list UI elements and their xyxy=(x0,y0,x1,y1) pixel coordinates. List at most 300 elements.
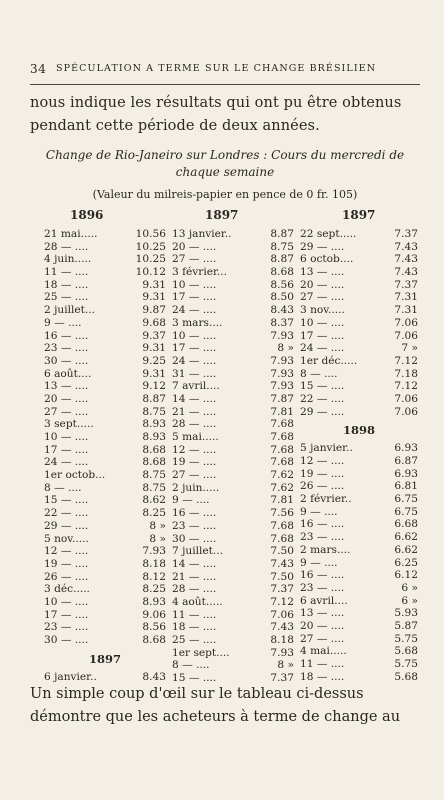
row-value: 7.43 xyxy=(270,621,294,634)
row-value: 8.75 xyxy=(270,240,294,253)
row-value: 7.50 xyxy=(270,545,294,558)
row-value: 7.87 xyxy=(270,392,294,405)
row-value: 7.12 xyxy=(394,354,418,367)
row-value: 9.25 xyxy=(142,354,166,367)
row-value: 8.25 xyxy=(142,583,166,596)
row-value: 7.43 xyxy=(394,253,418,266)
row-value: 8 » xyxy=(277,659,294,672)
table-row xyxy=(172,482,294,495)
row-date: 26 — .... xyxy=(300,480,345,493)
row-date: 12 — .... xyxy=(300,455,345,467)
row-date: 23 — .... xyxy=(44,621,89,634)
table-row xyxy=(44,558,166,571)
row-date: 10 — .... xyxy=(44,595,89,608)
table-row xyxy=(300,330,418,343)
table-row xyxy=(300,544,418,557)
row-value: 7.12 xyxy=(394,380,418,393)
row-value: 8.43 xyxy=(142,670,166,683)
row-date: 2 juillet... xyxy=(44,304,96,317)
table-row xyxy=(300,468,418,481)
row-date: 2 février.. xyxy=(300,493,352,506)
row-value: 8.93 xyxy=(142,418,166,431)
row-value: 6.87 xyxy=(394,455,418,467)
table-row xyxy=(172,558,294,571)
row-value: 7.43 xyxy=(394,240,418,253)
row-date: 14 — .... xyxy=(172,557,217,570)
row-date: 19 — .... xyxy=(44,557,89,570)
row-value: 6.93 xyxy=(394,467,418,480)
row-value: 6.25 xyxy=(394,556,418,569)
row-value: 8.68 xyxy=(142,634,166,646)
table-row xyxy=(172,456,294,469)
table-row xyxy=(44,621,166,634)
table-row xyxy=(300,493,418,506)
row-value: 8.43 xyxy=(270,304,294,317)
table-row xyxy=(44,330,166,343)
row-date: 9 — .... xyxy=(300,505,338,518)
table-column-1 xyxy=(44,228,166,683)
table-row xyxy=(300,506,418,519)
table-row xyxy=(172,659,294,672)
table-row xyxy=(44,596,166,609)
table-row xyxy=(300,607,418,620)
row-date: 5 janvier.. xyxy=(300,442,353,455)
row-date: 28 — .... xyxy=(44,240,89,253)
row-value: 8 » xyxy=(277,342,294,355)
table-row xyxy=(300,368,418,381)
row-date: 6 janvier.. xyxy=(44,670,97,683)
header-rule xyxy=(30,84,420,85)
row-value: 10.56 xyxy=(135,228,166,240)
row-date: 2 mars.... xyxy=(300,543,351,556)
row-date: 22 sept..... xyxy=(300,228,357,240)
row-date: 1er octob... xyxy=(44,469,106,482)
table-row xyxy=(300,531,418,544)
row-value: 7.50 xyxy=(270,570,294,583)
row-date: 11 — .... xyxy=(44,266,89,279)
table-row xyxy=(44,406,166,419)
table-row xyxy=(44,469,166,482)
row-value: 6 » xyxy=(401,581,418,594)
row-date: 6 août.... xyxy=(44,367,92,380)
row-date: 31 — .... xyxy=(172,367,217,380)
table-row xyxy=(44,456,166,469)
table-title: Change de Rio-Janeiro sur Londres : Cours du mercredi de chaque semaine xyxy=(45,148,405,179)
row-value: 7.37 xyxy=(270,583,294,596)
row-date: 16 — .... xyxy=(300,569,345,582)
table-row xyxy=(172,304,294,317)
row-value: 5.93 xyxy=(394,607,418,620)
row-value: 7.37 xyxy=(394,228,418,240)
row-date: 27 — .... xyxy=(300,291,345,304)
table-row xyxy=(44,583,166,596)
table-row xyxy=(44,431,166,444)
row-value: 8.62 xyxy=(142,494,166,507)
row-value: 8.75 xyxy=(142,405,166,418)
row-value: 8 » xyxy=(149,532,166,545)
table-row xyxy=(172,368,294,381)
row-date: 20 — .... xyxy=(300,278,345,291)
row-date: 9 — .... xyxy=(44,316,82,329)
row-date: 12 — .... xyxy=(44,545,89,558)
table-column-3 xyxy=(300,228,418,683)
row-value: 9.06 xyxy=(142,608,166,621)
table-row xyxy=(300,658,418,671)
table-row xyxy=(300,228,418,241)
column-3-year: 1897 xyxy=(342,208,376,222)
table-row xyxy=(172,431,294,444)
row-value: 8.18 xyxy=(270,634,294,646)
row-date: 18 — .... xyxy=(300,670,345,683)
table-row xyxy=(172,330,294,343)
row-value: 5.68 xyxy=(394,670,418,683)
row-value: 8.56 xyxy=(142,621,166,634)
row-value: 7.68 xyxy=(270,443,294,456)
table-row xyxy=(44,304,166,317)
table-row xyxy=(300,355,418,368)
row-date: 4 juin..... xyxy=(44,253,92,266)
row-date: 21 — .... xyxy=(172,570,217,583)
row-date: 29 — .... xyxy=(300,240,345,253)
row-value: 5.68 xyxy=(394,645,418,658)
row-value: 7.68 xyxy=(270,418,294,431)
row-date: 29 — .... xyxy=(44,519,89,532)
row-value: 6.62 xyxy=(394,543,418,556)
row-date: 20 — .... xyxy=(44,392,89,405)
row-value: 9.31 xyxy=(142,278,166,291)
table-row xyxy=(44,609,166,622)
row-value: 10.12 xyxy=(135,266,166,279)
table-row xyxy=(172,279,294,292)
table-row xyxy=(172,228,294,241)
table-row xyxy=(44,418,166,431)
row-value: 7.93 xyxy=(270,380,294,393)
row-value: 6.81 xyxy=(394,480,418,493)
row-date: 18 — .... xyxy=(172,621,217,634)
row-date: 27 — .... xyxy=(44,405,89,418)
row-date: 19 — .... xyxy=(300,467,345,480)
row-date: 17 — .... xyxy=(44,608,89,621)
row-date: 1er déc..... xyxy=(300,354,358,367)
row-value: 9.12 xyxy=(142,380,166,393)
row-date: 3 février... xyxy=(172,266,228,279)
row-date: 8 — .... xyxy=(300,367,338,380)
row-value: 6.75 xyxy=(394,493,418,506)
row-date: 7 avril.... xyxy=(172,380,220,393)
table-row xyxy=(300,518,418,531)
table-row xyxy=(44,368,166,381)
row-date: 16 — .... xyxy=(172,507,217,520)
row-date: 16 — .... xyxy=(44,329,89,342)
row-date: 3 sept..... xyxy=(44,418,94,431)
outro-paragraph: Un simple coup d'œil sur le tableau ci-dessus démontre que les acheteurs à terme de change au xyxy=(30,686,401,725)
row-value: 7.37 xyxy=(394,278,418,291)
table-row xyxy=(300,582,418,595)
table-row xyxy=(300,253,418,266)
row-date: 7 juillet... xyxy=(172,545,224,558)
table-column-2 xyxy=(172,228,294,685)
row-value: 8.75 xyxy=(142,481,166,494)
row-date: 11 — .... xyxy=(300,658,345,670)
row-value: 10.25 xyxy=(135,240,166,253)
table-row xyxy=(172,253,294,266)
table-row xyxy=(300,442,418,455)
table-row xyxy=(44,266,166,279)
row-value: 6.62 xyxy=(394,531,418,544)
table-row xyxy=(172,634,294,647)
table-row xyxy=(172,583,294,596)
row-value: 7.93 xyxy=(142,545,166,558)
row-date: 23 — .... xyxy=(300,531,345,544)
row-date: 30 — .... xyxy=(44,354,89,367)
row-date: 1er sept.... xyxy=(172,646,230,659)
row-date: 20 — .... xyxy=(300,619,345,632)
table-row xyxy=(300,455,418,468)
row-date: 8 — .... xyxy=(172,659,210,672)
table-row xyxy=(172,507,294,520)
row-value: 8.25 xyxy=(142,507,166,520)
table-row xyxy=(172,355,294,368)
row-date: 17 — .... xyxy=(44,443,89,456)
row-date: 3 déc..... xyxy=(44,583,90,596)
row-value: 7.56 xyxy=(270,507,294,520)
table-row xyxy=(44,241,166,254)
row-value: 8.87 xyxy=(270,253,294,266)
row-value: 7.68 xyxy=(270,532,294,545)
table-row xyxy=(44,507,166,520)
row-value: 7.31 xyxy=(394,291,418,304)
row-date: 9 — .... xyxy=(300,556,338,569)
row-value: 6.12 xyxy=(394,569,418,582)
row-date: 12 — .... xyxy=(172,443,217,456)
row-value: 7.81 xyxy=(270,405,294,418)
row-date: 13 — .... xyxy=(300,266,345,279)
row-value: 9.31 xyxy=(142,342,166,355)
row-value: 7.62 xyxy=(270,481,294,494)
row-value: 7.43 xyxy=(270,557,294,570)
row-date: 27 — .... xyxy=(300,632,345,645)
table-row xyxy=(44,545,166,558)
table-row xyxy=(300,279,418,292)
table-row xyxy=(44,671,166,684)
table-row xyxy=(44,279,166,292)
row-value: 8.93 xyxy=(142,431,166,443)
row-value: 8.50 xyxy=(270,291,294,304)
table-row xyxy=(172,533,294,546)
row-date: 17 — .... xyxy=(172,291,217,304)
sub-year-heading: 1898 xyxy=(342,423,375,438)
table-row xyxy=(300,291,418,304)
table-row xyxy=(172,291,294,304)
row-date: 3 mars.... xyxy=(172,316,223,329)
row-value: 9.68 xyxy=(142,316,166,329)
row-date: 2 juin..... xyxy=(172,481,220,494)
table-row xyxy=(44,444,166,457)
sub-year-heading: 1897 xyxy=(88,651,121,666)
table-row xyxy=(172,621,294,634)
table-row xyxy=(300,406,418,419)
row-date: 3 nov..... xyxy=(300,304,345,317)
row-date: 6 avril.... xyxy=(300,594,348,607)
table-row xyxy=(172,418,294,431)
row-value: 6.75 xyxy=(394,505,418,518)
table-row xyxy=(300,569,418,582)
row-value: 10.25 xyxy=(135,253,166,266)
table-row xyxy=(300,241,418,254)
row-date: 18 — .... xyxy=(44,278,89,291)
row-date: 17 — .... xyxy=(300,329,345,342)
row-date: 28 — .... xyxy=(172,418,217,431)
row-date: 9 — .... xyxy=(172,494,210,507)
row-value: 5.87 xyxy=(394,619,418,632)
row-date: 5 mai..... xyxy=(172,431,219,443)
row-date: 24 — .... xyxy=(172,354,217,367)
table-row xyxy=(44,253,166,266)
row-value: 7.68 xyxy=(270,456,294,469)
table-row xyxy=(44,494,166,507)
row-value: 7.62 xyxy=(270,469,294,482)
table-row xyxy=(44,317,166,330)
row-value: 9.31 xyxy=(142,291,166,304)
row-value: 7.06 xyxy=(394,405,418,418)
row-value: 7.06 xyxy=(394,392,418,405)
table-row xyxy=(44,482,166,495)
row-date: 10 — .... xyxy=(172,278,217,291)
row-date: 24 — .... xyxy=(172,304,217,317)
row-value: 8.68 xyxy=(270,266,294,279)
row-date: 21 — .... xyxy=(172,405,217,418)
page-number: 34 xyxy=(30,62,47,76)
table-row xyxy=(300,266,418,279)
row-date: 15 — .... xyxy=(300,380,345,393)
row-date: 4 mai..... xyxy=(300,645,347,658)
table-row xyxy=(300,645,418,658)
row-value: 7.68 xyxy=(270,519,294,532)
row-value: 8.18 xyxy=(142,557,166,570)
row-value: 6 » xyxy=(401,594,418,607)
row-date: 24 — .... xyxy=(300,342,345,355)
row-value: 8.87 xyxy=(142,392,166,405)
row-date: 28 — .... xyxy=(172,583,217,596)
table-row xyxy=(300,633,418,646)
row-date: 11 — .... xyxy=(172,608,217,621)
table-row xyxy=(300,342,418,355)
row-value: 8.87 xyxy=(270,228,294,240)
row-value: 7.31 xyxy=(394,304,418,317)
row-date: 15 — .... xyxy=(44,494,89,507)
row-date: 10 — .... xyxy=(300,316,345,329)
row-value: 7 » xyxy=(401,342,418,355)
row-date: 10 — .... xyxy=(44,431,89,443)
row-date: 21 mai..... xyxy=(44,228,98,240)
table-row xyxy=(300,480,418,493)
table-row xyxy=(172,342,294,355)
row-value: 8 » xyxy=(149,519,166,532)
row-date: 27 — .... xyxy=(172,469,217,482)
table-row xyxy=(172,266,294,279)
table-row xyxy=(172,406,294,419)
table-row xyxy=(172,393,294,406)
table-row xyxy=(172,647,294,660)
row-value: 5.75 xyxy=(394,632,418,645)
row-date: 26 — .... xyxy=(44,570,89,583)
row-value: 8.56 xyxy=(270,278,294,291)
row-date: 23 — .... xyxy=(172,519,217,532)
row-value: 7.93 xyxy=(270,646,294,659)
row-value: 5.75 xyxy=(394,658,418,670)
column-1-year: 1896 xyxy=(70,208,104,222)
row-date: 25 — .... xyxy=(172,634,217,646)
table-row xyxy=(44,571,166,584)
table-row xyxy=(172,545,294,558)
row-date: 10 — .... xyxy=(172,329,217,342)
table-row xyxy=(44,520,166,533)
row-date: 15 — .... xyxy=(172,672,217,685)
table-row xyxy=(300,304,418,317)
running-title: SPÉCULATION A TERME SUR LE CHANGE BRÉSILIEN xyxy=(56,63,377,74)
table-row xyxy=(44,380,166,393)
table-row xyxy=(172,380,294,393)
row-date: 29 — .... xyxy=(300,405,345,418)
row-value: 7.93 xyxy=(270,329,294,342)
intro-paragraph: nous indique les résultats qui ont pu être obtenus pendant cette période de deux années. xyxy=(30,95,402,134)
row-value: 7.68 xyxy=(270,431,294,443)
row-value: 6.93 xyxy=(394,442,418,455)
row-date: 13 — .... xyxy=(44,380,89,393)
row-value: 8.93 xyxy=(142,595,166,608)
table-row xyxy=(172,317,294,330)
table-row xyxy=(172,444,294,457)
table-row xyxy=(44,393,166,406)
table-row xyxy=(172,469,294,482)
table-row xyxy=(44,228,166,241)
table-row xyxy=(300,380,418,393)
row-value: 8.37 xyxy=(270,316,294,329)
row-date: 22 — .... xyxy=(300,392,345,405)
row-value: 8.68 xyxy=(142,443,166,456)
table-row xyxy=(300,671,418,684)
table-row xyxy=(172,596,294,609)
row-value: 7.06 xyxy=(394,329,418,342)
table-row xyxy=(172,609,294,622)
table-row xyxy=(44,634,166,647)
table-row xyxy=(300,557,418,570)
table-row xyxy=(44,291,166,304)
row-value: 8.12 xyxy=(142,570,166,583)
row-value: 8.68 xyxy=(142,456,166,469)
row-date: 5 nov..... xyxy=(44,532,89,545)
row-value: 9.31 xyxy=(142,367,166,380)
row-date: 17 — .... xyxy=(172,342,217,355)
row-date: 13 — .... xyxy=(300,607,345,620)
table-row xyxy=(300,317,418,330)
row-value: 7.18 xyxy=(394,367,418,380)
row-date: 27 — .... xyxy=(172,253,217,266)
row-value: 7.81 xyxy=(270,494,294,507)
row-date: 19 — .... xyxy=(172,456,217,469)
row-value: 7.43 xyxy=(394,266,418,279)
row-value: 7.37 xyxy=(270,672,294,685)
row-value: 7.93 xyxy=(270,354,294,367)
table-row xyxy=(44,342,166,355)
table-row xyxy=(44,355,166,368)
table-row xyxy=(172,494,294,507)
row-date: 6 octob.... xyxy=(300,253,354,266)
row-date: 23 — .... xyxy=(44,342,89,355)
table-row xyxy=(172,241,294,254)
row-value: 6.68 xyxy=(394,518,418,531)
table-row xyxy=(172,571,294,584)
